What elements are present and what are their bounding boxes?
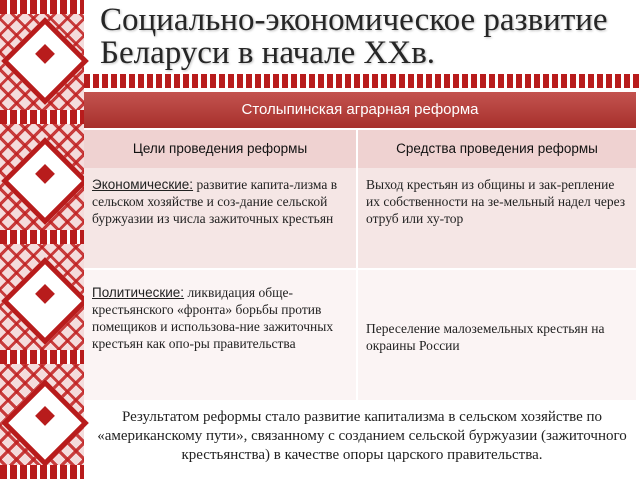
top-ornament [84,74,640,88]
ornament-diamond [1,17,89,105]
ornament-band [0,110,84,124]
table-cell-means-economic [358,168,636,268]
table-cell-goal-economic [84,168,356,268]
ornament-diamond [1,379,89,467]
ornament-band [0,0,84,14]
goal-text-economic: развитие капита-лизма в сельском хозяйстве и соз-дание сельской буржуазии из числа зажиточных крестьян [92,177,338,226]
ornament-band [0,465,84,479]
conclusion-text: Результатом реформы стало развитие капитализма в сельском хозяйстве по «американскому пути», связанному с созданием сельской буржуазии (зажиточного крестьянства) в качестве опоры царского правительства. [97,409,627,463]
table-header: Столыпинская аграрная реформа [84,92,636,128]
column-header-means: Средства проведения реформы [358,128,636,168]
column-header-goals: Цели проведения реформы [84,128,356,168]
page-title: Социально-экономическое развитие Беларуси в начале XXв. [100,2,608,71]
ornament-band [0,230,84,244]
means-text-economic: Выход крестьян из общины и зак-репление их собственности на зе-мельный надел через отруб или ху-тор [366,177,626,226]
row-label-political: Политические: [92,285,185,300]
table-cell-means-political [358,270,636,400]
table-cell-goal-political [84,270,356,400]
ornament-diamond [1,257,89,345]
ornament-strip [0,0,84,479]
means-text-political: Переселение малоземельных крестьян на окраины России [366,321,605,353]
goal-text-political: ликвидация обще-крестьянского «фронта» борьбы против помещиков и использова-ние зажиточных крестьян как опо-ры правительства [92,285,334,351]
row-label-economic: Экономические: [92,177,194,192]
ornament-band [0,350,84,364]
ornament-diamond [1,137,89,225]
